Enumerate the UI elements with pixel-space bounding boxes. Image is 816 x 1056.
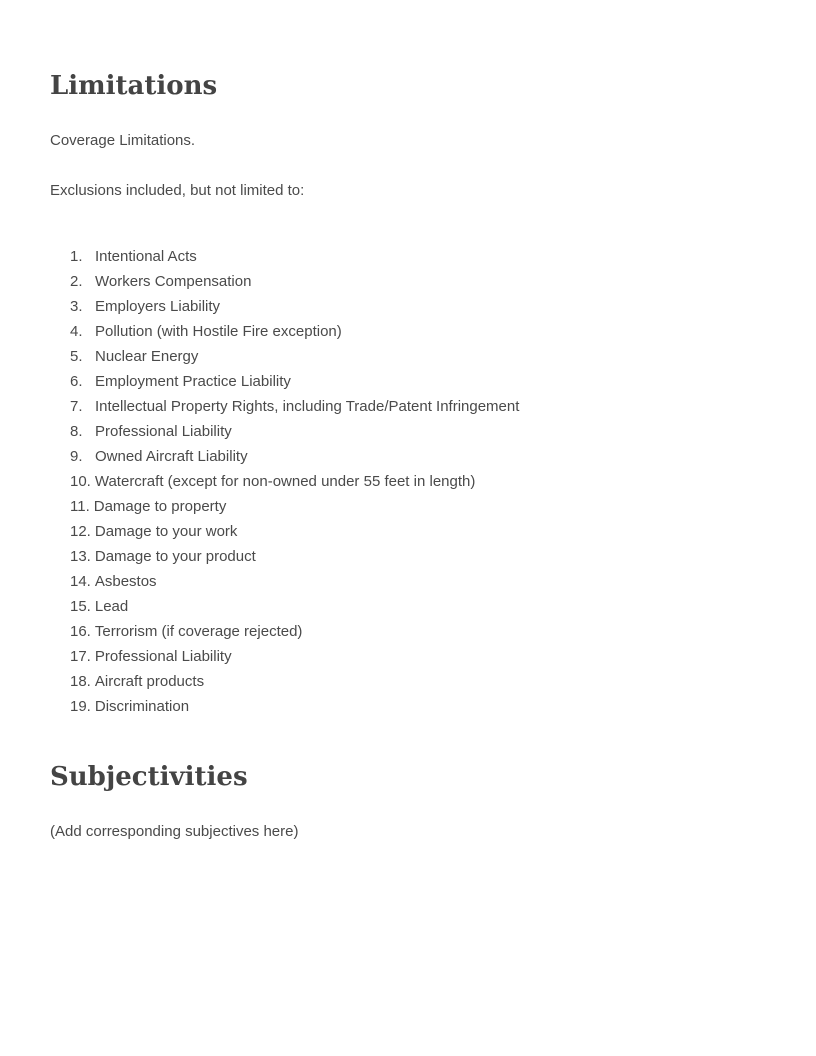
exclusion-text: Professional Liability (95, 423, 232, 440)
exclusion-text: Damage to your work (94, 523, 238, 540)
exclusion-number: 1. (70, 248, 83, 265)
exclusion-text: Watercraft (except for non-owned under 55 feet in length) (94, 473, 476, 490)
exclusion-number: 18. (70, 673, 91, 690)
exclusion-text: Intellectual Property Rights, including Trade/Patent Infringement (95, 398, 520, 415)
exclusion-list-item (70, 247, 519, 272)
exclusion-number: 2. (70, 273, 83, 290)
exclusion-list-item (70, 372, 519, 397)
exclusions-intro-text: Exclusions included, but not limited to: (50, 182, 305, 199)
exclusion-text: Nuclear Energy (95, 348, 199, 365)
subjectivities-placeholder-text: (Add corresponding subjectives here) (50, 823, 299, 840)
exclusion-list-item (70, 397, 519, 422)
exclusion-text: Damage to your product (94, 548, 256, 565)
exclusion-list-item (70, 647, 519, 672)
exclusion-number: 6. (70, 373, 83, 390)
exclusion-number: 17. (70, 648, 91, 665)
subjectivities-heading: Subjectivities (50, 762, 248, 792)
exclusion-number: 13. (70, 548, 91, 565)
exclusion-number: 10. (70, 473, 91, 490)
exclusion-text: Employers Liability (95, 298, 221, 315)
exclusion-number: 12. (70, 523, 91, 540)
exclusion-text: Asbestos (94, 573, 157, 590)
exclusion-list-item (70, 297, 519, 322)
exclusion-number: 9. (70, 448, 83, 465)
exclusion-text: Workers Compensation (95, 273, 252, 290)
exclusion-number: 11. (70, 498, 90, 515)
exclusions-list (70, 247, 519, 722)
exclusion-text: Lead (94, 598, 129, 615)
exclusion-list-item (70, 472, 519, 497)
exclusion-list-item (70, 572, 519, 597)
exclusion-list-item (70, 597, 519, 622)
exclusion-list-item (70, 422, 519, 447)
exclusion-list-item (70, 272, 519, 297)
exclusion-list-item (70, 322, 519, 347)
exclusion-text: Terrorism (if coverage rejected) (94, 623, 303, 640)
exclusion-list-item (70, 672, 519, 697)
exclusion-text: Intentional Acts (95, 248, 197, 265)
exclusion-list-item (70, 522, 519, 547)
exclusion-text: Damage to property (93, 498, 227, 515)
exclusion-text: Aircraft products (94, 673, 205, 690)
exclusion-text: Discrimination (94, 698, 190, 715)
coverage-limitations-text: Coverage Limitations. (50, 132, 196, 149)
exclusion-number: 14. (70, 573, 91, 590)
exclusion-list-item (70, 697, 519, 722)
exclusion-number: 15. (70, 598, 91, 615)
exclusion-text: Owned Aircraft Liability (95, 448, 248, 465)
exclusion-list-item (70, 347, 519, 372)
exclusion-list-item (70, 622, 519, 647)
exclusion-text: Professional Liability (94, 648, 232, 665)
exclusion-number: 8. (70, 423, 83, 440)
limitations-heading: Limitations (50, 71, 218, 101)
exclusion-text: Employment Practice Liability (95, 373, 291, 390)
exclusion-number: 5. (70, 348, 83, 365)
exclusion-number: 7. (70, 398, 83, 415)
exclusion-list-item (70, 547, 519, 572)
exclusion-list-item (70, 497, 519, 522)
exclusion-number: 16. (70, 623, 91, 640)
exclusion-number: 19. (70, 698, 91, 715)
exclusion-number: 3. (70, 298, 83, 315)
exclusion-list-item (70, 447, 519, 472)
exclusion-text: Pollution (with Hostile Fire exception) (95, 323, 342, 340)
exclusion-number: 4. (70, 323, 83, 340)
